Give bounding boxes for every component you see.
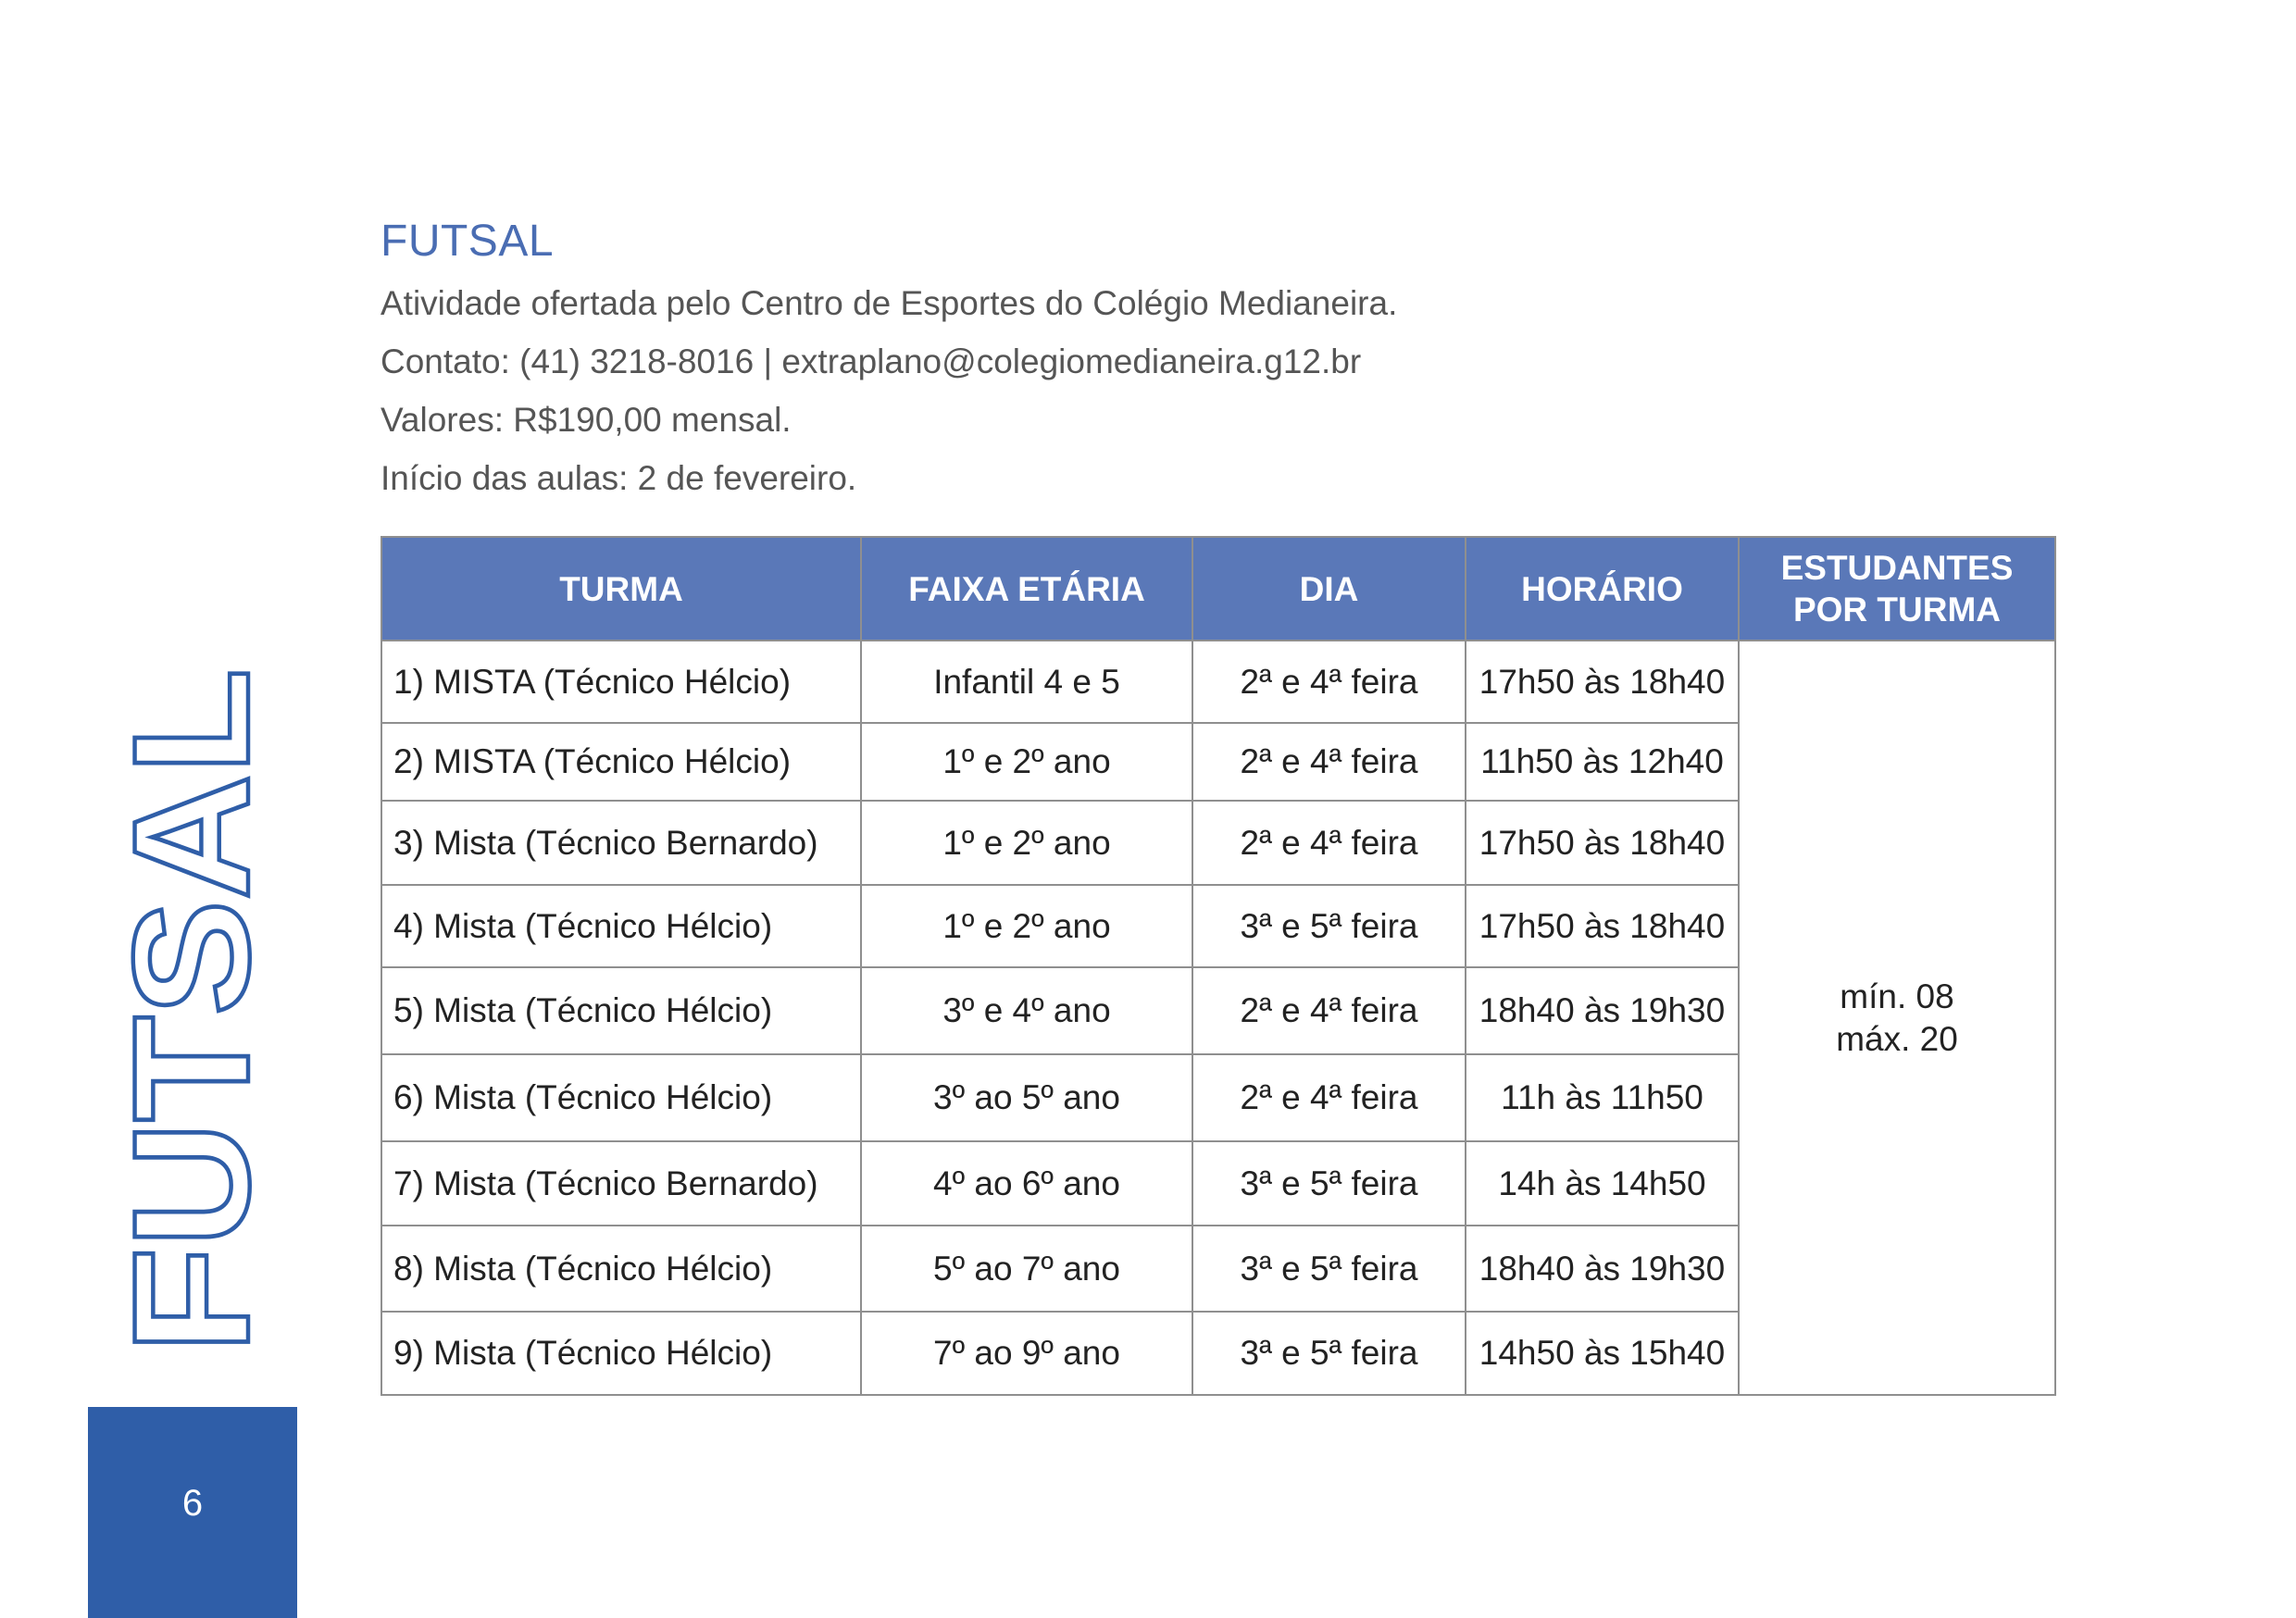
price-info: Valores: R$190,00 mensal.	[381, 401, 792, 439]
cell-dia: 2ª e 4ª feira	[1192, 801, 1466, 885]
cell-horario: 11h às 11h50	[1466, 1054, 1739, 1141]
header-dia: DIA	[1192, 537, 1466, 641]
cell-horario: 17h50 às 18h40	[1466, 641, 1739, 723]
cell-faixa: 7º ao 9º ano	[861, 1312, 1192, 1395]
activity-description: Atividade ofertada pelo Centro de Esportes do Colégio Medianeira.	[381, 284, 1398, 322]
cell-turma: 4) Mista (Técnico Hélcio)	[381, 885, 861, 967]
header-estudantes-line2: POR TURMA	[1792, 591, 2002, 629]
cell-horario: 14h às 14h50	[1466, 1141, 1739, 1226]
table-row	[381, 641, 2055, 723]
cell-horario: 18h40 às 19h30	[1466, 967, 1739, 1054]
start-date-info: Início das aulas: 2 de fevereiro.	[381, 459, 857, 497]
cell-turma: 2) MISTA (Técnico Hélcio)	[381, 723, 861, 801]
intro-block	[381, 211, 2047, 507]
header-faixa-etaria: FAIXA ETÁRIA	[861, 537, 1192, 641]
cell-turma: 6) Mista (Técnico Hélcio)	[381, 1054, 861, 1141]
cell-faixa: 4º ao 6º ano	[861, 1141, 1192, 1226]
cell-dia: 2ª e 4ª feira	[1192, 723, 1466, 801]
cell-horario: 17h50 às 18h40	[1466, 801, 1739, 885]
cell-turma: 7) Mista (Técnico Bernardo)	[381, 1141, 861, 1226]
cell-faixa: 5º ao 7º ano	[861, 1226, 1192, 1312]
students-max: máx. 20	[1836, 1019, 1958, 1058]
schedule-table	[381, 536, 2056, 1396]
cell-students-per-class	[1739, 641, 2055, 1395]
section-title: FUTSAL	[381, 217, 555, 266]
contact-info: Contato: (41) 3218-8016 | extraplano@colegiomedianeira.g12.br	[381, 342, 1362, 380]
cell-dia: 2ª e 4ª feira	[1192, 1054, 1466, 1141]
header-turma: TURMA	[381, 537, 861, 641]
cell-dia: 2ª e 4ª feira	[1192, 967, 1466, 1054]
cell-faixa: Infantil 4 e 5	[861, 641, 1192, 723]
header-estudantes	[1739, 537, 2055, 641]
cell-faixa: 3º ao 5º ano	[861, 1054, 1192, 1141]
cell-dia: 3ª e 5ª feira	[1192, 1141, 1466, 1226]
cell-faixa: 1º e 2º ano	[861, 801, 1192, 885]
cell-turma: 5) Mista (Técnico Hélcio)	[381, 967, 861, 1054]
cell-horario: 14h50 às 15h40	[1466, 1312, 1739, 1395]
cell-faixa: 1º e 2º ano	[861, 723, 1192, 801]
page-number: 6	[181, 1483, 204, 1524]
cell-horario: 18h40 às 19h30	[1466, 1226, 1739, 1312]
cell-dia: 3ª e 5ª feira	[1192, 885, 1466, 967]
cell-horario: 17h50 às 18h40	[1466, 885, 1739, 967]
table-header-row	[381, 537, 2055, 641]
page-number-box	[88, 1407, 297, 1618]
cell-turma: 1) MISTA (Técnico Hélcio)	[381, 641, 861, 723]
cell-faixa: 1º e 2º ano	[861, 885, 1192, 967]
side-title-text: FUTSAL	[99, 703, 283, 1353]
cell-horario: 11h50 às 12h40	[1466, 723, 1739, 801]
header-horario: HORÁRIO	[1466, 537, 1739, 641]
cell-turma: 9) Mista (Técnico Hélcio)	[381, 1312, 861, 1395]
cell-turma: 3) Mista (Técnico Bernardo)	[381, 801, 861, 885]
header-estudantes-line1: ESTUDANTES	[1780, 549, 2014, 587]
cell-dia: 3ª e 5ª feira	[1192, 1312, 1466, 1395]
cell-dia: 3ª e 5ª feira	[1192, 1226, 1466, 1312]
cell-dia: 2ª e 4ª feira	[1192, 641, 1466, 723]
cell-turma: 8) Mista (Técnico Hélcio)	[381, 1226, 861, 1312]
cell-faixa: 3º e 4º ano	[861, 967, 1192, 1054]
students-min: mín. 08	[1840, 977, 1954, 1015]
side-title-vertical	[99, 665, 283, 1361]
